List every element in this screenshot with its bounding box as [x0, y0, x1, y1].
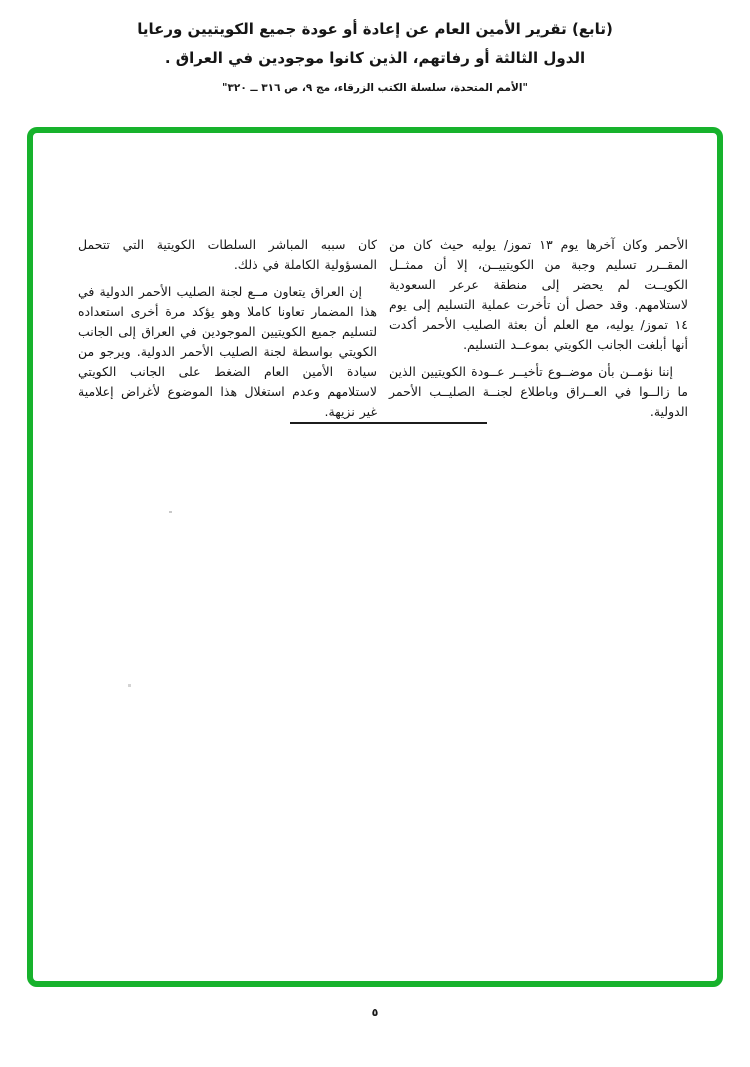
scan-artifact [169, 511, 172, 513]
header-title-line-1: (تابع) تقرير الأمين العام عن إعادة أو عودة جميع الكويتيين ورعايا [137, 20, 613, 38]
document-header [0, 19, 750, 96]
text-column-left [78, 235, 377, 422]
header-source-citation: "الأمم المتحدة، سلسلة الكتب الزرقاء، مج ٩، ص ٣١٦ ــ ٣٢٠" [222, 82, 528, 94]
paragraph-left-1: كان سببه المباشر السلطات الكويتية التي تتحمل المسؤولية الكاملة في ذلك. [78, 237, 377, 272]
document-frame [27, 127, 723, 987]
paragraph-right-1: الأحمر وكان آخرها يوم ١٣ تموز/ يوليه حيث كان من المقــرر تسليم وجبة من الكويتييــن، إلا أن ممثــل الكويــت لم يحضر إلى منطقة عرعر السعودية لاستلامهم. وقد حصل أن تأخرت عملية التسليم إلى يوم ١٤ تموز/ يوليه، مع العلم أن بعثة الصليب الأحمر أكدت أنها أبلغت الجانب الكويتي بموعــد التسليم. [389, 237, 689, 352]
paragraph-right-2: إننا نؤمــن بأن موضــوع تأخيــر عــودة الكويتيين الذين ما زالــوا في العــراق وباطلاع لجنــة الصليــب الأحمر الدولية. [389, 364, 688, 419]
text-column-right [389, 235, 688, 422]
paragraph-left-2: إن العراق يتعاون مــع لجنة الصليب الأحمر الدولية في هذا المضمار تعاونا كاملا وهو يؤكد مرة أخرى استعداده لتسليم جميع الكويتيين الموجودين في العراق إلى الجانب الكويتي بواسطة لجنة الصليب الأحمر الدولية. ويرجو من سيادة الأمين العام الضغط على الجانب الكويتي لاستلامهم وعدم استغلال هذا الموضوع لأغراض إعلامية غير نزيهة. [78, 284, 377, 419]
two-column-text-block [78, 235, 688, 422]
scan-artifact [128, 684, 131, 687]
header-title-line-2: الدول الثالثة أو رفاتهم، الذين كانوا موجودين في العراق . [164, 49, 586, 67]
page-number: ٥ [371, 1006, 379, 1019]
end-of-text-divider [290, 422, 487, 424]
